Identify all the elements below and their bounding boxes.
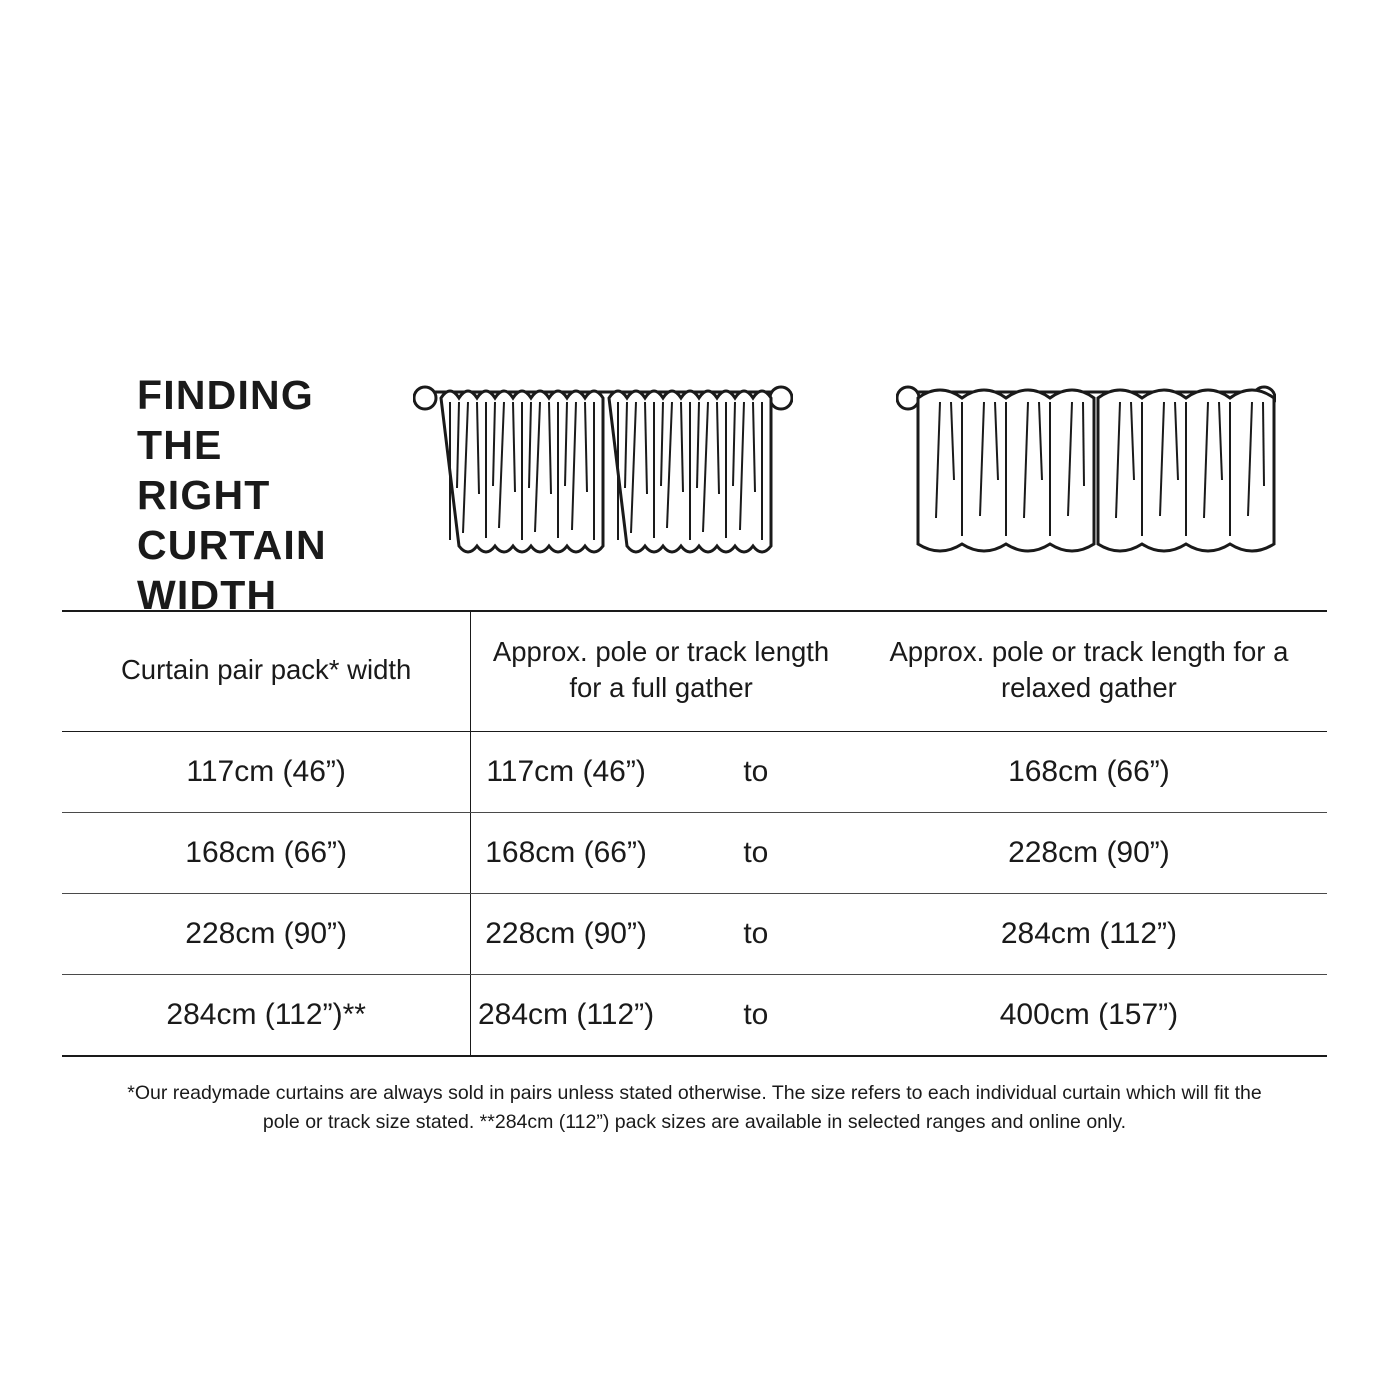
header-pack-width: Curtain pair pack* width [62,611,471,731]
table-row [62,893,1327,974]
cell-pack-width: 284cm (112”)** [62,974,471,1056]
cell-connector: to [661,812,851,893]
header-full-gather: Approx. pole or track length for a full gather [471,611,851,731]
table-header-row [62,611,1327,731]
table-row [62,731,1327,812]
footnote: *Our readymade curtains are always sold in pairs unless stated otherwise. The size refers to each individual curtain which will fit the pole or track size stated. **284cm (112”) pack sizes are available in selected ranges and online only. [127,1081,1262,1133]
illustration-group [362,360,1327,578]
cell-full-gather: 228cm (90”) [471,893,661,974]
header-relaxed-gather: Approx. pole or track length for a relaxed gather [851,611,1327,731]
table-row [62,812,1327,893]
content-wrapper [62,360,1327,1137]
cell-relaxed-gather: 228cm (90”) [851,812,1327,893]
cell-relaxed-gather: 400cm (157”) [851,974,1327,1056]
cell-full-gather: 117cm (46”) [471,731,661,812]
cell-relaxed-gather: 168cm (66”) [851,731,1327,812]
table-row [62,974,1327,1056]
cell-relaxed-gather: 284cm (112”) [851,893,1327,974]
curtain-width-table [62,610,1327,1057]
cell-pack-width: 168cm (66”) [62,812,471,893]
page-title: FINDING THE RIGHT CURTAIN WIDTH [137,372,327,619]
cell-full-gather: 284cm (112”) [471,974,661,1056]
cell-pack-width: 228cm (90”) [62,893,471,974]
cell-connector: to [661,974,851,1056]
full-gather-curtain-illustration [413,368,793,578]
cell-full-gather: 168cm (66”) [471,812,661,893]
header-area [62,360,1327,619]
cell-pack-width: 117cm (46”) [62,731,471,812]
cell-connector: to [661,893,851,974]
cell-connector: to [661,731,851,812]
relaxed-gather-curtain-illustration [896,368,1276,578]
